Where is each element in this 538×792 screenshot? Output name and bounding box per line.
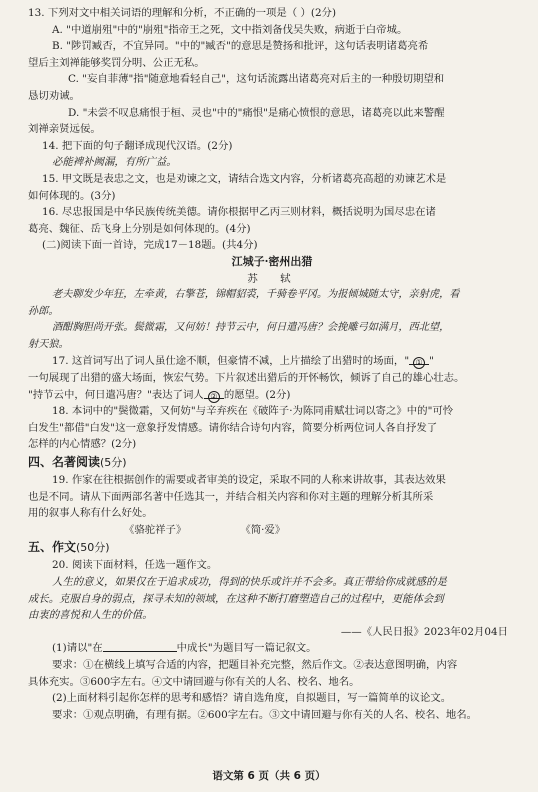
book-jane-eyre: 《简·爱》 [240,523,286,536]
q17-blank-1 [409,354,429,368]
q19-line2: 也是不同。请从下面两部名著中任选其一，并结合相关内容和你对主题的理解分析其所采 [28,490,434,503]
q20-source: ——《人民日报》2023年02月04日 [340,625,508,638]
q16-line1: 16. 尽忠报国是中华民族传统美德。请你根据甲乙丙三则材料，概括说明为国尽忠在诸 [42,206,436,219]
q13-option-b-line1: B. "陟罚臧否，不宜异同。"中的"臧否"的意思是赞扬和批评，这句话表明诸葛亮希 [52,40,429,53]
poem-title: 江城子·密州出猎 [231,254,313,268]
q18-line3: 怎样的内心情感？(2分) [28,438,137,451]
q15-line1: 15. 甲文既是表忠之文，也是劝谏之文，请结合选文内容，分析诸葛亮高超的劝谏艺术是 [42,172,447,185]
q20-req1-line2: 具体充实。③600字左右。④文中请回避与你有关的人名、校名、地名。 [28,675,360,688]
section4-score: (5分) [100,456,127,470]
section5-heading [28,538,516,557]
poem-author: 苏 轼 [247,272,297,285]
poem-line4: 射天狼。 [28,338,69,350]
q20-topic1-start: (1)请以"在 [52,642,103,655]
q20-topic2: (2)上面材料引起你怎样的思考和感悟？请自选角度，自拟题目，写一篇简单的议论文。 [52,692,452,705]
part2-heading: (二)阅读下面一首诗，完成17－18题。(共4分) [42,239,258,252]
section5-title: 五、作文 [28,540,77,555]
q13-option-b-line2: 望后主刘禅能够奖罚分明、公正无私。 [28,56,205,69]
section4-title: 四、名著阅读 [28,455,101,470]
q13-option-c-line2: 恳切劝诫。 [28,89,80,102]
poem-line3: 酒酣胸胆尚开张。鬓微霜，又何妨！持节云中，何日遣冯唐？会挽雕弓如满月，西北望， [52,322,450,334]
q18-line1: 18. 本词中的"鬓微霜，又何妨"与辛弃疾在《破阵子·为陈同甫赋壮词以寄之》中的"可怜 [52,405,454,418]
q20-stem: 20. 阅读下面材料，任选一题作文。 [52,559,218,572]
page-footer: 语文第 6 页（共 6 页） [212,770,326,782]
q20-material-line2: 成长。克服自身的弱点，探寻未知的领域，在这种不断打磨塑造自己的过程中，更能体会到 [28,592,444,605]
poem-line1: 老夫聊发少年狂，左牵黄，右擎苍，锦帽貂裘，千骑卷平冈。为报倾城随太守，亲射虎，看 [52,289,460,301]
q13-option-a: A. "中道崩殂"中的"崩殂"指帝王之死，文中指刘备伐吴失败，病逝于白帝城。 [52,23,408,36]
q17-line1-text: 17. 这首词写出了词人虽仕途不顺，但豪情不减，上片描绘了出猎时的场面，" [52,355,410,368]
q17-line3-end: 的愿望。(2分) [223,388,291,401]
section5-score: (50分) [76,541,110,555]
q17-blank-2 [204,388,224,399]
q20-topic1 [28,640,516,657]
q17-line1-close: " [429,355,434,368]
q20-req1-line1: 要求：①在横线上填写合适的内容，把题目补充完整，然后作文。②表达意图明确，内容 [52,658,458,671]
q17-line3-text: "持节云中，何日遣冯唐？"表达了词人 [28,388,204,401]
q13-option-c-line1: C. "妄自菲薄"指"随意地看轻自己"，这句话流露出诸葛亮对后主的一种殷切期望和 [68,73,445,86]
poem-line2: 孙郎。 [28,305,59,317]
q15-line2: 如何体现的。(3分) [28,189,116,202]
q20-req2: 要求：①观点明确，有理有据。②600字左右。③文中请回避与你有关的人名、校名、地名。 [52,708,478,721]
book-camel-xiangzi: 《骆驼祥子》 [124,523,187,536]
q19-books [28,522,516,539]
q13-option-d-line1: D. "未尝不叹息痛恨于桓、灵也"中的"痛恨"是痛心愤恨的意思，诸葛亮以此来警醒 [68,106,445,119]
section4-heading [28,453,516,472]
q17-line2: 一句展现了出猎的盛大场面，恢宏气势。下片叙述出猎后的开怀畅饮，倾诉了自己的雄心壮志。 [28,372,465,385]
q17-line1 [28,353,516,370]
q18-line2: 白发生"都借"白发"这一意象抒发情感。请你结合诗句内容，简要分析两位词人各自抒发了 [28,421,438,434]
q20-title-blank [103,641,177,652]
q20-topic1-end: 中成长"为题目写一篇记叙文。 [176,642,317,655]
q19-line1: 19. 作家在往根据创作的需要或者审美的设定，采取不同的人称来讲故事，其表达效果 [52,474,446,487]
q13-stem: 13. 下列对文中相关词语的理解和分析，不正确的一项是（ ）(2分) [28,7,337,19]
q19-line3: 用的叙事人称有什么好处。 [28,507,153,520]
q20-material-line1: 人生的意义，如果仅在于追求成功，得到的快乐或许并不会多。真正带给你成就感的是 [52,576,447,588]
q20-material-line3: 由衷的喜悦和人生的价值。 [28,609,153,622]
q14-stem: 14. 把下面的句子翻译成现代汉语。(2分) [42,139,233,152]
q14-sentence: 必能裨补阙漏，有所广益。 [52,156,177,169]
q17-line3 [28,387,516,404]
q16-line2: 葛亮、魏征、岳飞身上分别是如何体现的。(4分) [28,222,251,235]
q17-blank-1-label: ① [413,357,425,369]
q13-option-d-line2: 刘禅亲贤远佞。 [28,123,101,136]
q17-blank-2-label: ② [208,391,220,403]
